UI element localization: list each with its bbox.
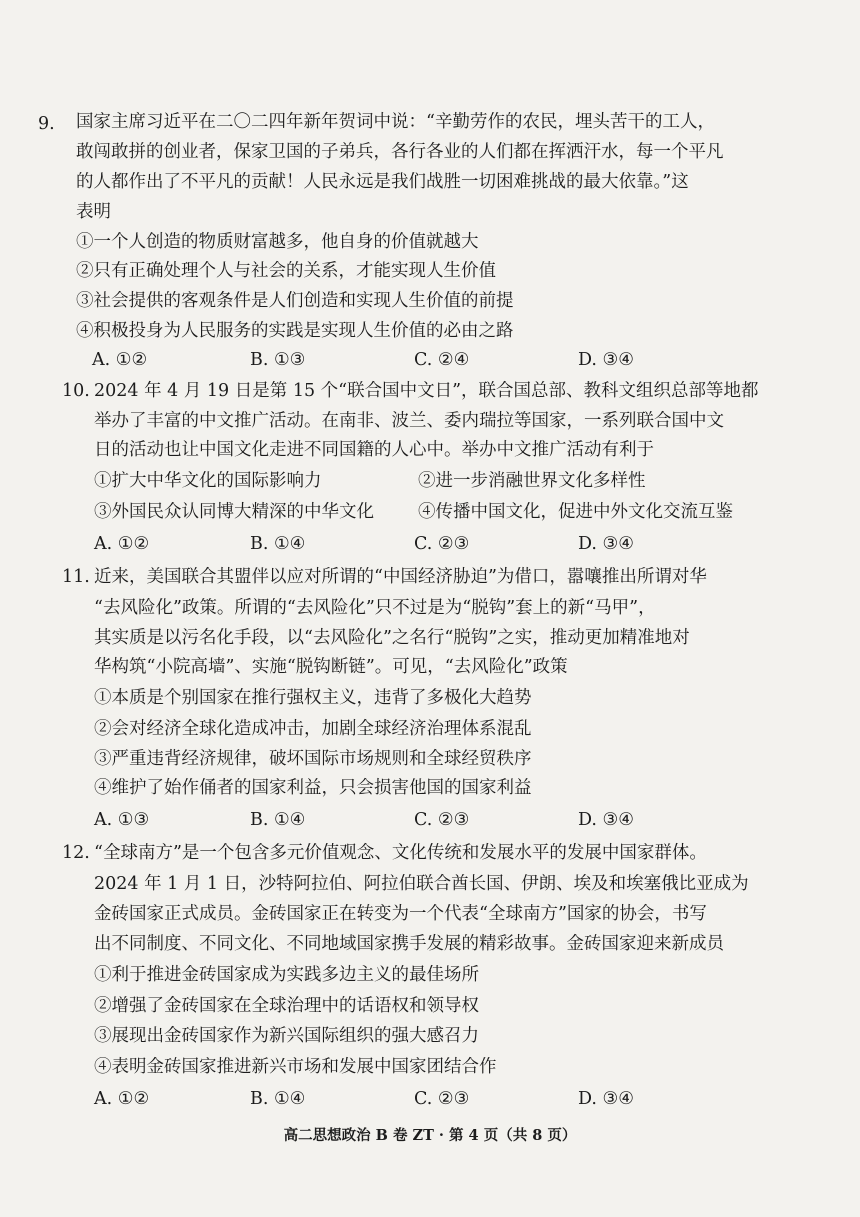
question-number: 10. bbox=[62, 381, 90, 401]
question-stem-line: “全球南方”是一个包含多元价值观念、文化传统和发展水平的发展中国家群体。 bbox=[94, 843, 707, 863]
question-stem-line: 其实质是以污名化手段，以“去风险化”之名行“脱钩”之实，推动更加精准地对 bbox=[94, 628, 690, 648]
option-3: ③外国民众认同博大精深的中华文化 bbox=[94, 502, 374, 522]
question-number: 9. bbox=[38, 114, 55, 134]
question-stem-line: “去风险化”政策。所谓的“去风险化”只不过是为“脱钩”套上的新“马甲”， bbox=[94, 598, 656, 618]
choice-c: C. ②③ bbox=[414, 1089, 470, 1109]
choice-d: D. ③④ bbox=[578, 350, 634, 370]
option-4: ④传播中国文化，促进中外文化交流互鉴 bbox=[418, 502, 733, 522]
question-stem-line: 敢闯敢拼的创业者，保家卫国的子弟兵，各行各业的人们都在挥洒汗水，每一个平凡 bbox=[76, 142, 724, 162]
option-4: ④表明金砖国家推进新兴市场和发展中国家团结合作 bbox=[94, 1057, 497, 1077]
option-3: ③严重违背经济规律，破坏国际市场规则和全球经贸秩序 bbox=[94, 749, 532, 769]
choice-b: B. ①④ bbox=[250, 810, 306, 830]
question-stem-line: 2024 年 1 月 1 日，沙特阿拉伯、阿拉伯联合酋长国、伊朗、埃及和埃塞俄比亚成为 bbox=[94, 874, 749, 894]
option-2: ②进一步消融世界文化多样性 bbox=[418, 471, 646, 491]
option-1: ①利于推进金砖国家成为实践多边主义的最佳场所 bbox=[94, 965, 479, 985]
question-stem-line: 2024 年 4 月 19 日是第 15 个“联合国中文日”，联合国总部、教科文组织总部等地都 bbox=[94, 381, 759, 401]
question-stem-line: 华构筑“小院高墙”、实施“脱钩断链”。可见，“去风险化”政策 bbox=[94, 657, 568, 677]
option-1: ①扩大中华文化的国际影响力 bbox=[94, 471, 322, 491]
choice-d: D. ③④ bbox=[578, 810, 634, 830]
choice-c: C. ②④ bbox=[414, 350, 470, 370]
option-3: ③社会提供的客观条件是人们创造和实现人生价值的前提 bbox=[76, 291, 514, 311]
choice-c: C. ②③ bbox=[414, 534, 470, 554]
choice-d: D. ③④ bbox=[578, 534, 634, 554]
question-number: 12. bbox=[62, 843, 90, 863]
question-stem-line: 日的活动也让中国文化走进不同国籍的人心中。举办中文推广活动有利于 bbox=[94, 440, 654, 460]
option-2: ②会对经济全球化造成冲击，加剧全球经济治理体系混乱 bbox=[94, 719, 532, 739]
choice-a: A. ①③ bbox=[94, 810, 150, 830]
choice-b: B. ①③ bbox=[250, 350, 306, 370]
question-stem-line: 表明 bbox=[76, 202, 111, 222]
choice-a: A. ①② bbox=[94, 1089, 150, 1109]
choice-b: B. ①④ bbox=[250, 534, 306, 554]
choice-a: A. ①② bbox=[92, 350, 148, 370]
option-1: ①一个人创造的物质财富越多，他自身的价值就越大 bbox=[76, 232, 479, 252]
question-stem-line: 金砖国家正式成员。金砖国家正在转变为一个代表“全球南方”国家的协会，书写 bbox=[94, 904, 707, 924]
question-number: 11. bbox=[62, 567, 90, 587]
choice-b: B. ①④ bbox=[250, 1089, 306, 1109]
option-4: ④维护了始作俑者的国家利益，只会损害他国的国家利益 bbox=[94, 778, 532, 798]
question-stem-line: 举办了丰富的中文推广活动。在南非、波兰、委内瑞拉等国家，一系列联合国中文 bbox=[94, 411, 724, 431]
question-stem-line: 的人都作出了不平凡的贡献！人民永远是我们战胜一切困难挑战的最大依靠。”这 bbox=[76, 172, 689, 192]
question-stem-line: 近来，美国联合其盟伴以应对所谓的“中国经济胁迫”为借口，嚣嚷推出所谓对华 bbox=[94, 567, 707, 587]
page-footer: 高二思想政治 B 卷 ZT · 第 4 页（共 8 页） bbox=[283, 1127, 577, 1144]
option-4: ④积极投身为人民服务的实践是实现人生价值的必由之路 bbox=[76, 321, 514, 341]
option-2: ②增强了金砖国家在全球治理中的话语权和领导权 bbox=[94, 996, 479, 1016]
question-stem-line: 国家主席习近平在二〇二四年新年贺词中说：“辛勤劳作的农民，埋头苦干的工人， bbox=[76, 112, 715, 132]
question-stem-line: 出不同制度、不同文化、不同地域国家携手发展的精彩故事。金砖国家迎来新成员 bbox=[94, 934, 724, 954]
choice-c: C. ②③ bbox=[414, 810, 470, 830]
choice-a: A. ①② bbox=[94, 534, 150, 554]
choice-d: D. ③④ bbox=[578, 1089, 634, 1109]
option-3: ③展现出金砖国家作为新兴国际组织的强大感召力 bbox=[94, 1026, 479, 1046]
option-2: ②只有正确处理个人与社会的关系，才能实现人生价值 bbox=[76, 261, 496, 281]
option-1: ①本质是个别国家在推行强权主义，违背了多极化大趋势 bbox=[94, 688, 532, 708]
